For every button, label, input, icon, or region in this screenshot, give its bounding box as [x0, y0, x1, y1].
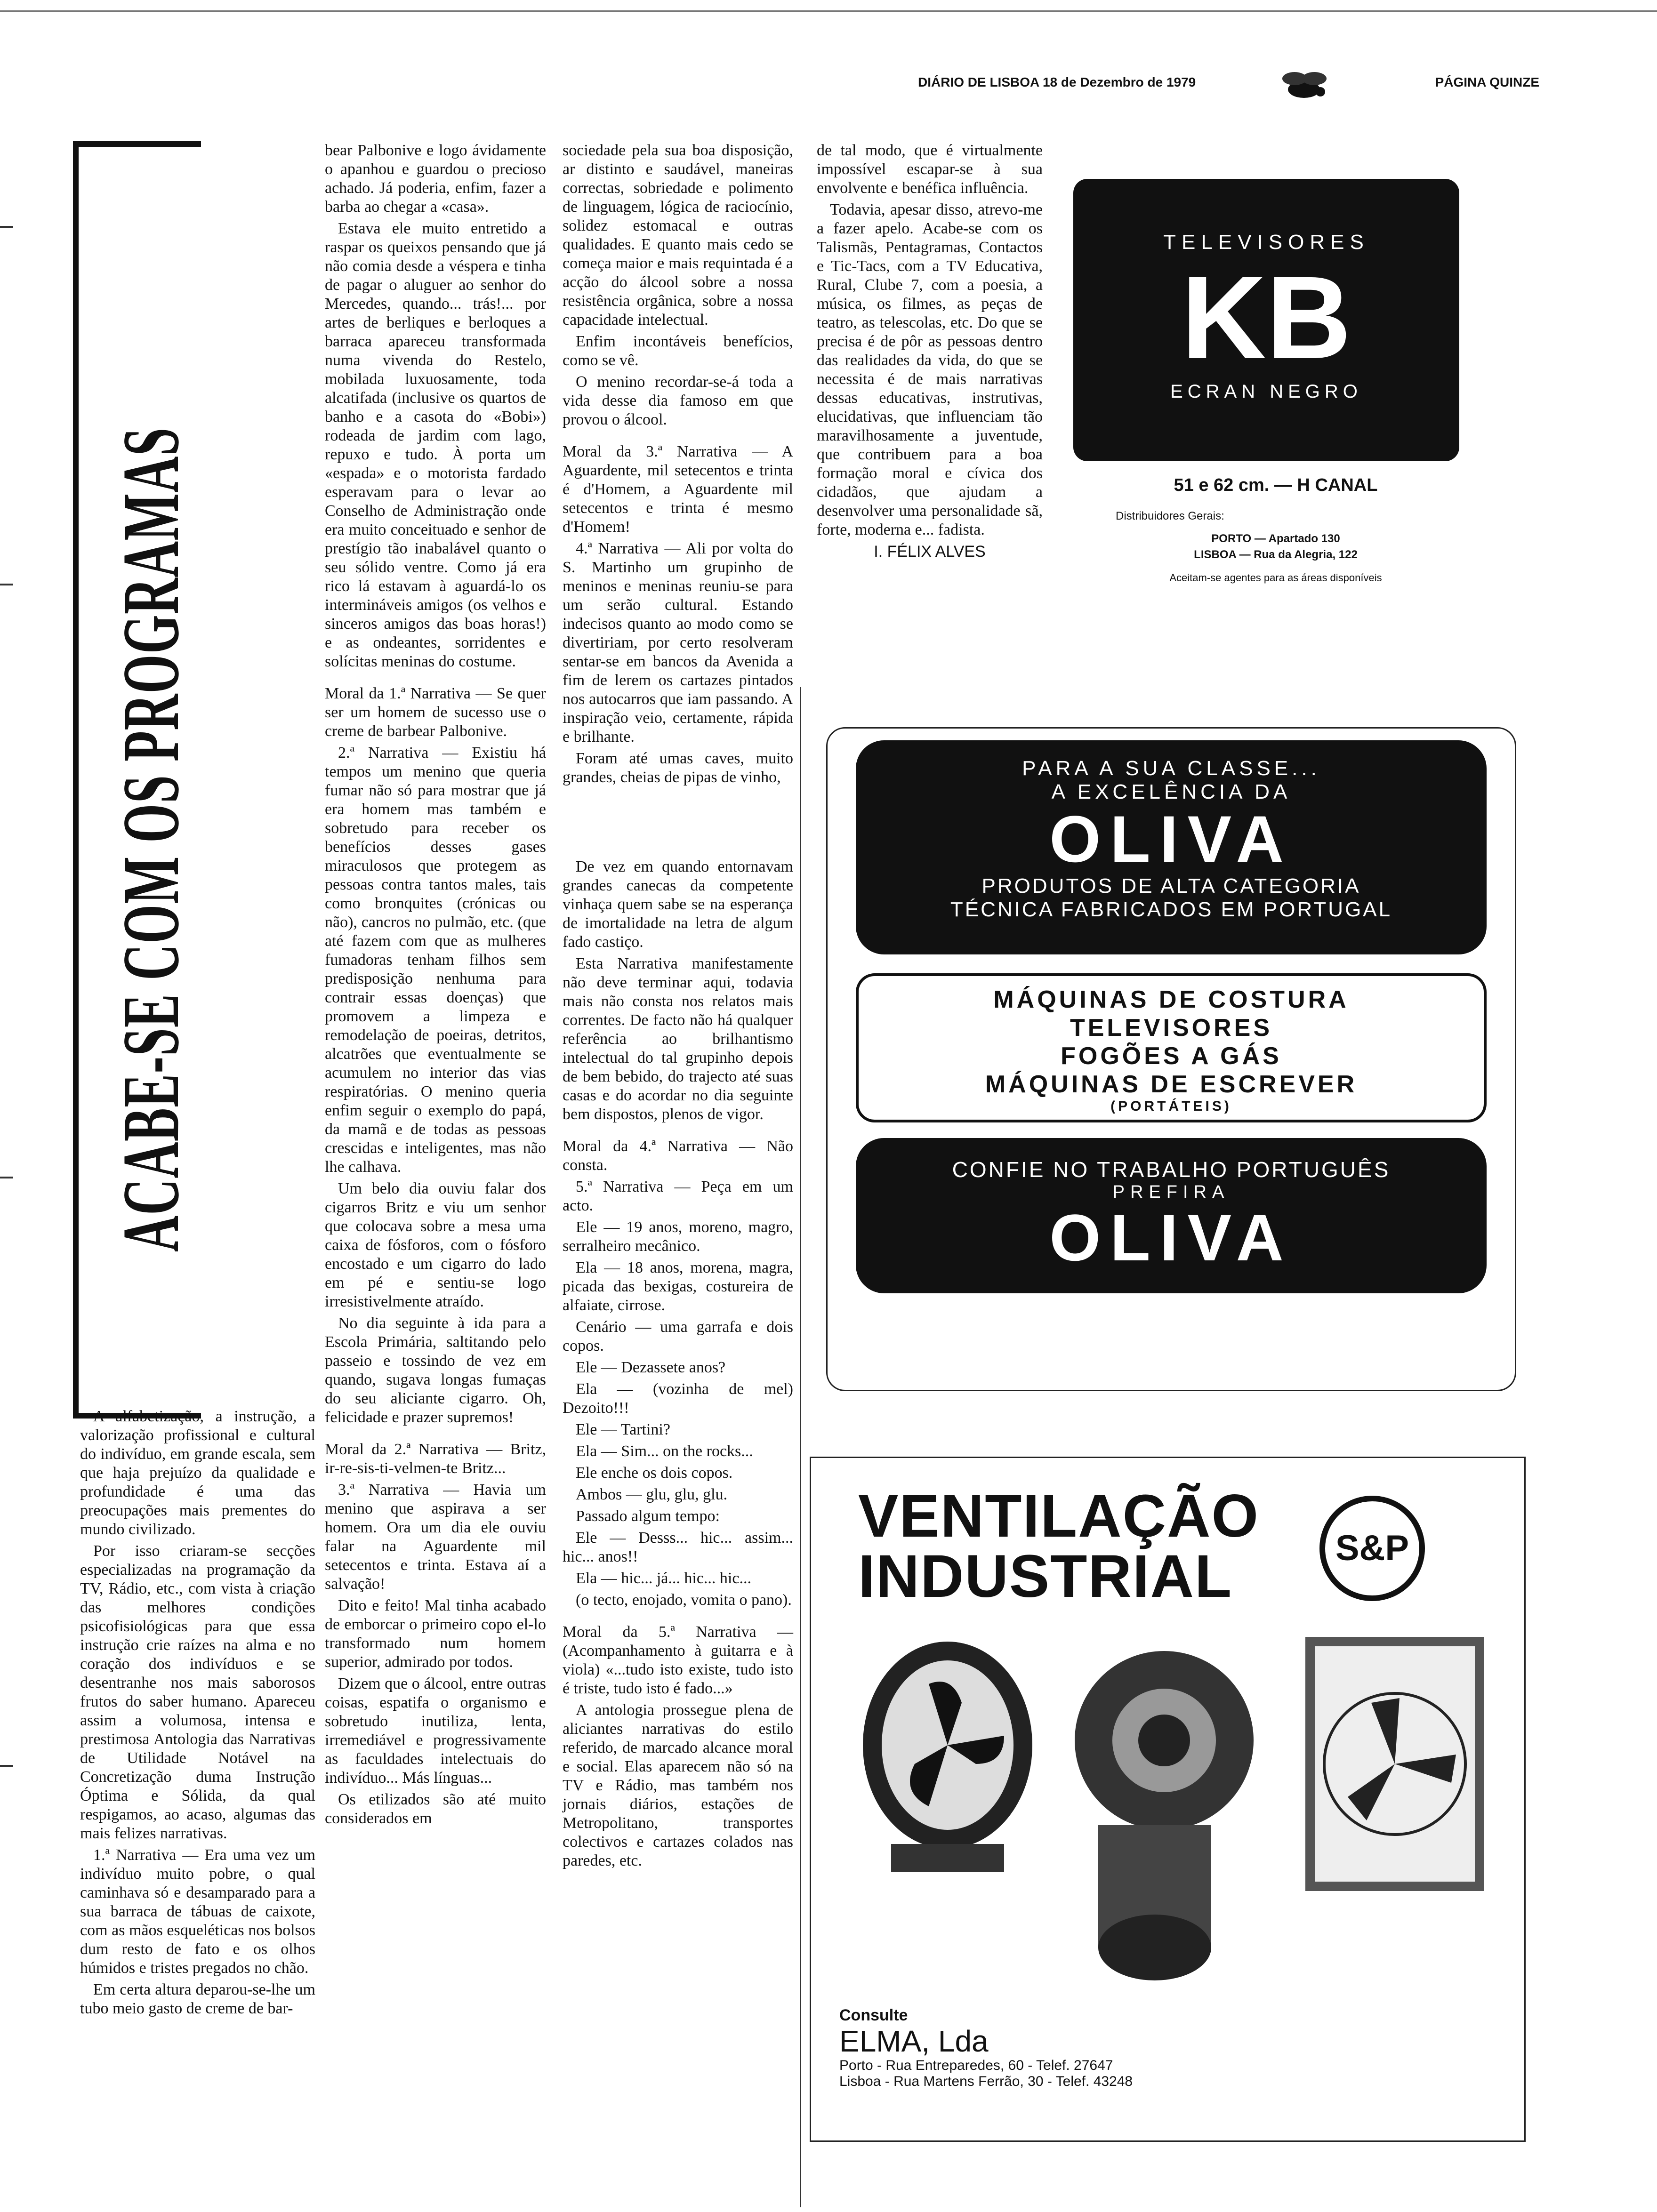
margin-mark: [0, 226, 13, 228]
header-date: DIÁRIO DE LISBOA 18 de Dezembro de 1979: [918, 75, 1196, 89]
text-column-3: [563, 141, 793, 1873]
paragraph: Ele — Tartini?: [576, 1421, 670, 1438]
page-header: [918, 68, 1539, 96]
paragraph: Foram até umas caves, muito grandes, cheias de pipas de vinho,: [563, 750, 793, 786]
oliva-top-line-2: A EXCELÊNCIA DA: [1051, 780, 1291, 803]
kb-lisboa: LISBOA — Rua da Alegria, 122: [1194, 548, 1358, 561]
paragraph: O menino recordar-se-á toda a vida desse dia famoso em que provou o álcool.: [563, 373, 793, 428]
moral-paragraph: Moral da 5.ª Narrativa — (Acompanhamento à guitarra e à viola) «...tudo isto existe, tudo isto é triste, tudo isto é fado...»: [563, 1623, 793, 1697]
elma-consulte: Consulte: [839, 2006, 908, 2024]
paragraph: Ele enche os dois copos.: [576, 1464, 733, 1482]
text-column-4: [817, 141, 1043, 564]
oliva-top-line-3: PRODUTOS DE ALTA CATEGORIA: [981, 874, 1361, 898]
paragraph: De vez em quando entornavam grandes canecas da competente vinhaça quem sabe se na esperança de imortalidade na letra de algum fado castiço.: [563, 858, 793, 951]
paragraph: 4.ª Narrativa — Ali por volta do S. Martinho um grupinho de meninos e meninas reuniu-se para um serão cultural. Estando indecisos quanto ao modo como se divertiriam, por certo resolveram sentar-se em bancos da Avenida a fim de lerem os cartazes pintados nos autocarros que iam passando. A inspiração veio, certamente, rápida e brilhante.: [563, 540, 793, 745]
elma-company: ELMA, Lda: [839, 2024, 989, 2058]
moral-paragraph: Moral da 2.ª Narrativa — Britz, ir-re-sis-ti-velmen-te Britz...: [325, 1441, 546, 1477]
oliva-bottom-line-1: CONFIE NO TRABALHO PORTUGUÊS: [952, 1157, 1391, 1182]
oliva-bottom-line-2: PREFIRA: [1112, 1182, 1230, 1202]
paragraph: Enfim incontáveis benefícios, como se vê.: [563, 333, 793, 369]
article-title: ACABE-SE COM OS PROGRAMAS: [106, 427, 196, 1252]
paragraph: A alfabetização, a instrução, a valorização profissional e cultural do indivíduo, em grande escala, sem que haja prejuízo da qualidade e profundidade é uma das preocupações mais prementes do mundo civilizado.: [80, 1408, 315, 1538]
paragraph: Dito e feito! Mal tinha acabado de emborcar o primeiro copo el-lo transformado num homem superior, admirado por todos.: [325, 1597, 546, 1671]
paragraph: Ele — 19 anos, moreno, magro, serralheiro mecânico.: [563, 1218, 793, 1255]
oliva-products: [856, 973, 1487, 1122]
kb-sizes: 51 e 62 cm. — H CANAL: [1174, 475, 1378, 495]
text-column-2: [325, 141, 546, 1831]
moral-paragraph: Moral da 4.ª Narrativa — Não consta.: [563, 1138, 793, 1174]
paragraph: sociedade pela sua boa disposição, ar distinto e saudável, maneiras correctas, sobriedade e polimento de linguagem, lógica de raciocínio, solidez estomacal e outras qualidades. E quanto mais cedo se começa maior e mais requintada é a acção do álcool sobre a nossa resistência orgânica, sobre a nossa capacidade intelectual.: [563, 142, 793, 329]
paragraph: Por isso criaram-se secções especializadas na programação da TV, Rádio, etc., com vista à criação das melhores condições psicofisiológicas para que essa instrução crie raízes na alma e no coração dos indivíduos e se desentranhe nos mais saborosos frutos do saber humano. Apareceu assim a volumosa, intensa e prestimosa Antologia das Narrativas de Utilidade Notável na Concretização duma Instrução Óptima e Sólida, da qual respigamos, ao acaso, algumas das mais felizes narrativas.: [80, 1542, 315, 1842]
paragraph: Ela — Sim... on the rocks...: [576, 1443, 753, 1460]
oliva-bottom-block: [856, 1138, 1487, 1293]
paragraph: Todavia, apesar disso, atrevo-me a fazer apelo. Acabe-se com os Talismãs, Pentagramas, Contactos e Tic-Tacs, com a TV Educativa, Rural, Clube 7, com a poesia, a música, os filmes, as peças de teatro, as telescolas, etc. Do que se precisa é de pôr as pessoas dentro das realidades da vida, do que se necessita é de mais narrativas dessas educativas, instrutivas, elucidativas, que influenciam tão maravilhosamente a juventude, que contribuem para a boa formação moral e cívica dos cidadãos, que ajudam a desenvolver uma personalidade sã, forte, moderna e... fadista.: [817, 201, 1043, 538]
oliva-product-1: MÁQUINAS DE COSTURA: [993, 986, 1349, 1013]
paragraph: bear Palbonive e logo ávidamente o apanhou e guardou o precioso achado. Já poderia, enfim, fazer a barba ao chegar a «casa».: [325, 142, 546, 216]
paragraph: Passado algum tempo:: [576, 1507, 720, 1525]
paragraph: 1.ª Narrativa — Era uma vez um indivíduo muito pobre, o qual caminhava só e desamparado para a sua barraca de tábuas de caixote, com as mãos esqueléticas nos bolsos dum resto de fato e os olhos húmidos e tristes pregados no chão.: [80, 1846, 315, 1977]
margin-mark: [0, 1765, 13, 1767]
paragraph: 2.ª Narrativa — Existiu há tempos um menino que queria fumar não só para mostrar que já era homem mas também e sobretudo para receber os benefícios desses gases miraculosos que protegem as pessoas contra tantos males, tais como bronquites (crónicas ou não), cancros no pulmão, etc. (que até fazem com que as mulheres fumadoras tenham filhos sem predisposição nenhuma para contrair essas doenças) que promovem a limpeza e remodelação de poeiras, detritos, alcatrões que eventualmente se acumulem no interior das vias respiratórias. O menino queria enfim seguir o exemplo do papá, da mamã e de todas as pessoas crescidas e inteligentes, mas não lhe calhava.: [325, 744, 546, 1176]
paragraph: de tal modo, que é virtualmente impossível escapar-se à sua envolvente e benéfica influência.: [817, 142, 1043, 197]
oliva-top-line-1: PARA A SUA CLASSE...: [1022, 757, 1320, 780]
ventilation-title-2: INDUSTRIAL: [858, 1543, 1233, 1610]
oliva-product-3: FOGÕES A GÁS: [1061, 1042, 1282, 1070]
ventilation-title-1: VENTILAÇÃO: [858, 1483, 1259, 1550]
paragraph: (o tecto, enojado, vomita o pano).: [576, 1591, 792, 1609]
kb-line-1: TELEVISORES: [1163, 231, 1369, 254]
page-number: PÁGINA QUINZE: [1435, 75, 1539, 89]
paragraph: Os etilizados são até muito considerados em: [325, 1791, 546, 1827]
paragraph: A antologia prossegue plena de aliciantes narrativas do estilo referido, de marcado alcance moral e social. Elas aparecem não só na TV e Rádio, mas também nos jornais diários, estações de Metropolitano, transportes colectivos e cartazes colados nas paredes, etc.: [563, 1701, 793, 1869]
oliva-product-5: (PORTÁTEIS): [1110, 1098, 1232, 1114]
paragraph: Ela — (vozinha de mel) Dezoito!!!: [563, 1380, 793, 1417]
intro-column: [80, 1407, 315, 2021]
paragraph: Esta Narrativa manifestamente não deve terminar aqui, todavia mais não consta nos relatos mais correntes. De facto não há qualquer referência ao brilhantismo intelectual do tal grupinho depois de bem bebido, do trajecto até suas casas e do acordar no dia seguinte bem dispostos, plenos de vigor.: [563, 955, 793, 1123]
paragraph: Em certa altura deparou-se-lhe um tubo meio gasto de creme de bar-: [80, 1981, 315, 2017]
paragraph: 5.ª Narrativa — Peça em um acto.: [563, 1178, 793, 1214]
sp-logo: S&P: [1319, 1496, 1425, 1601]
elma-porto: Porto - Rua Entreparedes, 60 - Telef. 27647: [839, 2058, 1113, 2073]
paragraph: No dia seguinte à ida para a Escola Primária, saltitando pelo passeio e tossindo de vez em quando, sugava longas fumaças do seu aliciante cigarro. Oh, felicidade e prazer supremos!: [325, 1314, 546, 1426]
oliva-ad: [826, 727, 1516, 1391]
top-rule: [0, 10, 1657, 12]
moral-paragraph: Moral da 1.ª Narrativa — Se quer ser um homem de sucesso use o creme de barbear Palbonive.: [325, 685, 546, 740]
elma-contact: [839, 2006, 1133, 2090]
ventilation-ad: [810, 1457, 1526, 2142]
kb-dist-label: Distribuidores Gerais:: [1116, 510, 1224, 522]
column-rule: [800, 687, 801, 2207]
axial-fan-icon: [863, 1642, 1032, 1872]
paragraph: Ambos — glu, glu, glu.: [576, 1486, 728, 1503]
paragraph: Dizem que o álcool, entre outras coisas, espatifa o organismo e sobretudo inutiliza, lenta, irremediável e progressivamente as faculdades intelectuais do indivíduo... Más línguas...: [325, 1675, 546, 1787]
signature: I. FÉLIX ALVES: [874, 543, 986, 561]
kb-tv-ad: [1073, 179, 1459, 461]
oliva-product-2: TELEVISORES: [1070, 1014, 1273, 1042]
oliva-top-block: [856, 740, 1487, 954]
paragraph: Cenário — uma garrafa e dois copos.: [563, 1318, 793, 1354]
paragraph: 3.ª Narrativa — Havia um menino que aspirava a ser homem. Ora um dia ele ouviu falar na Aguardente mil setecentos e trinta. Estava aí a salvação!: [325, 1481, 546, 1593]
paragraph: Ele — Desss... hic... assim... hic... anos!!: [563, 1529, 793, 1565]
paragraph: Ele — Dezassete anos?: [576, 1359, 726, 1376]
kb-porto: PORTO — Apartado 130: [1211, 532, 1340, 545]
paragraph: Ela — hic... já... hic... hic...: [576, 1570, 751, 1587]
wall-fan-icon: [1305, 1637, 1484, 1891]
moral-paragraph: Moral da 3.ª Narrativa — A Aguardente, mil setecentos e trinta é d'Homem, a Aguardente mil setecentos e trinta é mesmo d'Homem!: [563, 443, 793, 536]
kb-agents: Aceitam-se agentes para as áreas disponíveis: [1169, 572, 1382, 584]
kb-ad-details: [1087, 475, 1464, 584]
fan-illustrations: [835, 1623, 1503, 1990]
oliva-product-4: MÁQUINAS DE ESCREVER: [985, 1071, 1358, 1098]
kb-line-3: ECRAN NEGRO: [1170, 381, 1362, 402]
oliva-logo: OLIVA: [1049, 1201, 1293, 1274]
fly-icon: [1276, 68, 1332, 106]
oliva-top-line-4: TÉCNICA FABRICADOS EM PORTUGAL: [950, 898, 1392, 921]
ventilation-title: [858, 1483, 1259, 1610]
paragraph: Estava ele muito entretido a raspar os queixos pensando que já não comia desde a véspera e tinha de pagar o aluguer ao senhor do Mercedes, quando... trás!... por artes de berliques e berloques a barraca apareceu transformada numa vivenda do Restelo, mobilada luxuosamente, toda alcatifada (inclusive os quartos de banho e a casota do «Bobi») rodeada de jardim com lago, repuxo e tudo. À porta um «espada» e o motorista fardado esperavam para o levar ao Conselho de Administração onde era muito conceituado e senhor de prestígio tão inabalável quanto o seu sólido ventre. Como já era rico lá estavam à aguardá-lo os intermináveis amigos (os velhos e sinceros amigos das boas horas!) e as ondeantes, sorridentes e solícitas meninas do costume.: [325, 220, 546, 670]
kb-logo: KB: [1181, 252, 1351, 383]
oliva-logo: OLIVA: [1049, 802, 1293, 876]
margin-mark: [0, 584, 13, 585]
margin-mark: [0, 1177, 13, 1178]
centrifugal-fan-icon: [1075, 1651, 1254, 1980]
paragraph: Ela — 18 anos, morena, magra, picada das bexigas, costureira de alfaiate, cirrose.: [563, 1259, 793, 1314]
paragraph: Um belo dia ouviu falar dos cigarros Britz e viu um senhor que colocava sobre a mesa uma caixa de fósforos, com o fósforo encostado e um cigarro do lado em pé e sentiu-se logo irresistivelmente atraído.: [325, 1180, 546, 1310]
elma-lisboa: Lisboa - Rua Martens Ferrão, 30 - Telef. 43248: [839, 2074, 1133, 2089]
